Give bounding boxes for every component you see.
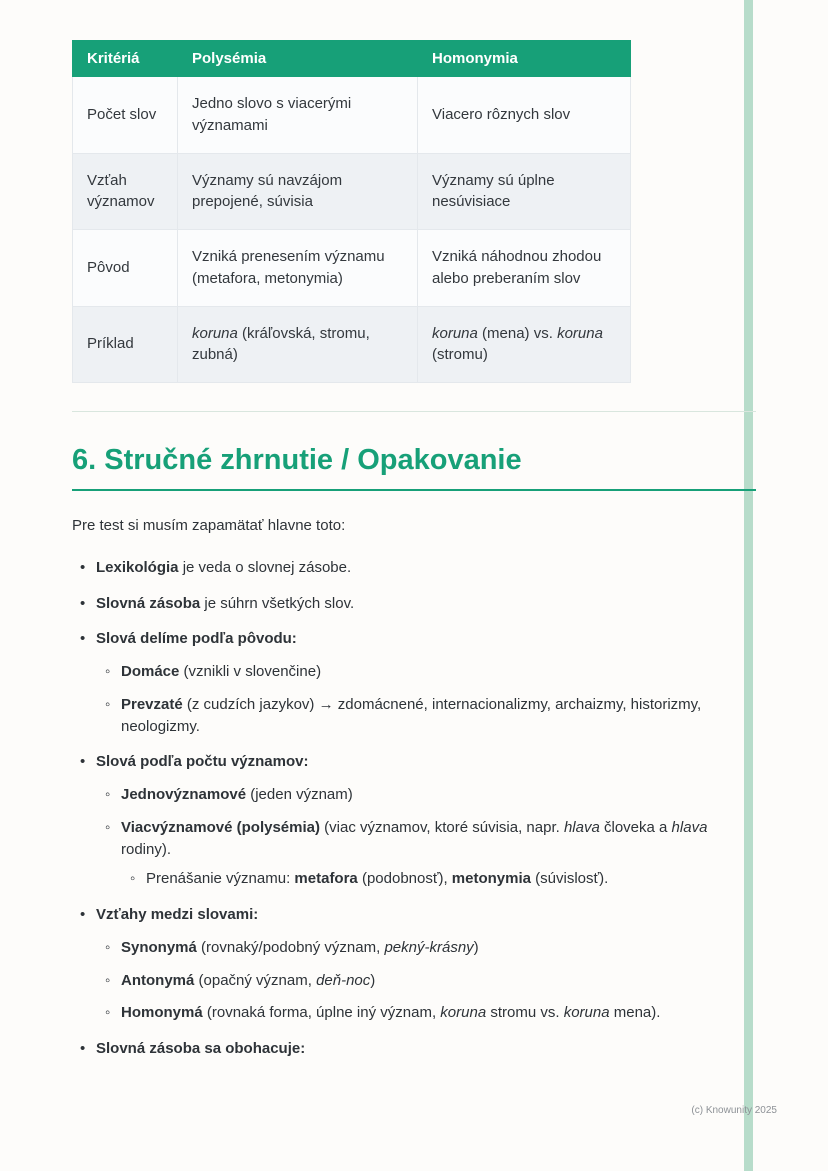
table-row (73, 153, 631, 230)
bullet-icon (80, 628, 96, 650)
list-item (105, 1002, 756, 1024)
bullet-icon (105, 661, 121, 683)
list-item-text: Viacvýznamové (polysémia) (viac významov, ktoré súvisia, napr. hlava človeka a hlava rodiny). (121, 818, 708, 858)
list-item (80, 557, 756, 579)
bullet-icon (105, 1002, 121, 1024)
table-row (73, 230, 631, 307)
table-cell: Významy sú navzájom prepojené, súvisia (178, 153, 418, 230)
table-row (73, 306, 631, 383)
section-heading: 6. Stručné zhrnutie / Opakovanie (72, 444, 756, 491)
table-cell: Jedno slovo s viacerými významami (178, 77, 418, 154)
table-header-row (73, 41, 631, 77)
section-divider (72, 411, 756, 412)
table-cell: koruna (kráľovská, stromu, zubná) (178, 306, 418, 383)
bullet-icon (105, 970, 121, 992)
list-item-text: Slovná zásoba sa obohacuje: (96, 1040, 306, 1057)
list-item (80, 904, 756, 926)
list-item-text: Slová podľa počtu významov: (96, 753, 309, 771)
list-item (105, 694, 756, 738)
bullet-icon (80, 593, 96, 615)
table-row (73, 77, 631, 154)
bullet-icon (130, 868, 146, 890)
bullet-icon (105, 694, 121, 738)
list-item (105, 784, 756, 806)
bullet-icon (105, 784, 121, 806)
col-header-polysemia: Polysémia (178, 41, 418, 77)
list-item (105, 661, 756, 683)
list-item (80, 628, 756, 650)
copyright-notice: (c) Knowunity 2025 (691, 1105, 777, 1116)
list-item-text: Vzťahy medzi slovami: (96, 906, 259, 923)
bullet-icon (80, 751, 96, 773)
intro-paragraph: Pre test si musím zapamätať hlavne toto: (72, 517, 346, 534)
list-item-text: Jednovýznamové (jeden význam) (121, 786, 353, 803)
list-item-text: Slovná zásoba je súhrn všetkých slov. (96, 594, 355, 612)
col-header-kriteria: Kritériá (73, 41, 178, 77)
list-item (105, 970, 756, 992)
list-item-text: Prevzaté (z cudzích jazykov) → zdomácnené, internacionalizmy, archaizmy, historizmy, neologizmy. (121, 695, 702, 735)
list-item-text: Lexikológia je veda o slovnej zásobe. (96, 558, 352, 576)
list-item-text: Domáce (vznikli v slovenčine) (121, 663, 322, 680)
table-cell: Viacero rôznych slov (418, 77, 631, 154)
table-cell: Vzniká prenesením významu (metafora, metonymia) (178, 230, 418, 307)
list-item-text: Prenášanie významu: metafora (podobnosť), metonymia (súvislosť). (146, 870, 609, 888)
list-item-text: Homonymá (rovnaká forma, úplne iný význam, koruna stromu vs. koruna mena). (121, 1004, 661, 1022)
list-item-text: Synonymá (rovnaký/podobný význam, pekný-krásny) (121, 938, 479, 956)
table-cell: Pôvod (73, 230, 178, 307)
table-cell: Vzťah významov (73, 153, 178, 230)
list-item-text: Antonymá (opačný význam, deň-noc) (121, 971, 376, 989)
table-cell: Významy sú úplne nesúvisiace (418, 153, 631, 230)
summary-list (72, 557, 756, 1060)
list-item (130, 868, 756, 890)
bullet-icon (80, 1038, 96, 1060)
table-cell: Vzniká náhodnou zhodou alebo preberaním slov (418, 230, 631, 307)
list-item (105, 817, 756, 861)
comparison-table (72, 40, 631, 383)
list-item (80, 1038, 756, 1060)
table-cell: koruna (mena) vs. koruna (stromu) (418, 306, 631, 383)
table-cell: Počet slov (73, 77, 178, 154)
bullet-icon (80, 904, 96, 926)
bullet-icon (80, 557, 96, 579)
col-header-homonymia: Homonymia (418, 41, 631, 77)
bullet-icon (105, 937, 121, 959)
list-item (105, 937, 756, 959)
list-item (80, 751, 756, 773)
bullet-icon (105, 817, 121, 861)
list-item (80, 593, 756, 615)
list-item-text: Slová delíme podľa pôvodu: (96, 630, 297, 648)
table-cell: Príklad (73, 306, 178, 383)
